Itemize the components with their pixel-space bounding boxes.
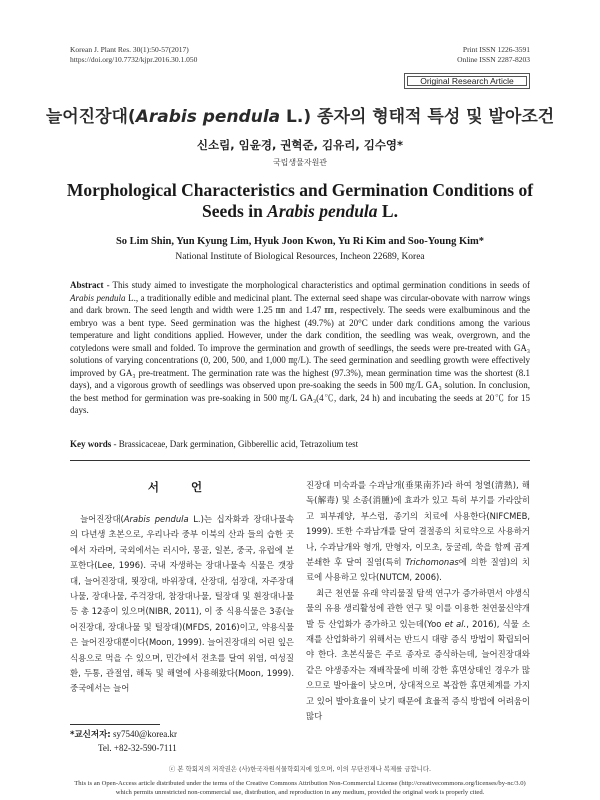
footnote-label: *교신저자:	[70, 730, 111, 740]
abstract-species: Arabis pendula	[70, 292, 126, 303]
print-issn: Print ISSN 1226-3591	[462, 45, 530, 54]
section-divider	[70, 460, 530, 461]
journal-citation: Korean J. Plant Res. 30(1):50-57(2017)	[70, 45, 189, 54]
author-email[interactable]: sy7540@korea.kr	[110, 729, 177, 739]
footnote-rule	[70, 724, 160, 725]
intro-heading: 서 언	[147, 480, 217, 494]
article-type-label: Original Research Article	[420, 76, 514, 86]
keywords: Key words - Brassicaceae, Dark germination, Gibberellic acid, Tetrazolium test	[70, 439, 359, 449]
korean-title: 늘어진장대(Arabis pendula L.) 종자의 형태적 특성 및 발아조건	[45, 107, 555, 127]
issn-header	[457, 45, 530, 65]
english-title-line1: Morphological Characteristics and Germination Conditions of	[66, 180, 534, 200]
english-title-line2: Seeds in Arabis pendula L.	[202, 201, 398, 221]
intro-left-column	[70, 512, 294, 697]
article-type-badge	[404, 73, 530, 89]
copyright-notice: ⓒ 본 학회지의 저작권은 (사)한국자원식물학회지에 있으며, 이의 무단전재나 복제를 금합니다.	[168, 765, 432, 773]
english-title-species: Arabis pendula	[267, 201, 378, 221]
license-line: which permits unrestricted non-commercial use, distribution, and reproduction in any medium, provided the original work is properly cited.	[115, 788, 485, 796]
keywords-label: Key words	[70, 439, 112, 449]
license-line: This is an Open-Access article distributed under the terms of the Creative Commons Attribution Non-Commercial License (http://creativecommons.org/licenses/by-nc/3.0)	[74, 780, 526, 787]
license-notice	[40, 780, 560, 797]
english-title	[0, 180, 600, 222]
korean-authors: 신소림, 임윤경, 권혁준, 김유리, 김수영*	[196, 138, 404, 152]
english-authors: So Lim Shin, Yun Kyung Lim, Hyuk Joon Kwon, Yu Ri Kim and Soo-Young Kim*	[115, 236, 485, 247]
doi-link[interactable]: https://doi.org/10.7732/kjpr.2016.30.1.050	[70, 55, 198, 64]
corresponding-author-footnote	[70, 728, 177, 755]
online-issn: Online ISSN 2287-8203	[457, 55, 530, 64]
intro-paragraph: 늘어진장대(Arabis pendula L.)는 십자화과 장대나물속의 다년생 초본으로, 우리나라 중부 이북의 산과 들의 습한 곳에서 자라며, 국외에서는 러시아, 몽골, 일본, 중국, 유럽에 분포한다(Lee, 1996). 국내 자생하는 장대나물속 식물은 갯장대, 늘어진장대, 묏장대, 바위장대, 산장대, 섬장대, 자주장대나물, 장대나물, 주걱장대, 참장대나물, 털장대 및 흰장대나물 등 총 12종이 있으며(NIBR, 2011), 이 중 식용식물은 3종(늘어진장대, 장대나물 및 털장대)(MFDS, 2016)이고, 약용식물은 늘어진장대뿐이다(Moon, 1999). 늘어진장대의 어린 잎은 식용으로 먹을 수 있으며, 민간에서 전초를 달여 위염, 여성질환, 두통, 관절염, 해독 및 해열에 사용해왔다(Moon, 1999). 중국에서는 늘어	[70, 514, 294, 694]
english-affiliation: National Institute of Biological Resources, Incheon 22689, Korea	[175, 252, 425, 262]
journal-header	[70, 45, 197, 65]
intro-paragraph: 최근 천연물 유래 약리물질 탐색 연구가 증가하면서 야생식물의 유용 생리활성에 관한 연구 및 이를 이용한 천연물신약개발 등 산업화가 증가하고 있는데(Yoo et al., 2016), 식물 소재를 산업화하기 위해서는 반드시 대량 증식 방법이 확립되어야 한다. 초본식물은 주로 종자로 증식하는데, 늘어진장대와 같은 야생종자는 재배작물에 비해 강한 휴면상태인 경우가 많으므로 발아율이 낮으며, 상대적으로 복잡한 휴면체계를 가지고 있어 발아효율이 낮기 때문에 효율적 증식 방법에 어려움이 많다	[306, 587, 530, 722]
abstract: Abstract - This study aimed to investigate the morphological characteristics and optimal germination conditions in seeds of Arabis pendula L., a traditionally edible and medicinal plant. The external seed shape was circular-obovate with narrow wings and dark brown. The seed length and width were 1.25 ㎜ and 1.47 ㎜, respectively. The seeds were exalbuminous and the embryo was a bent type. Seed germination was the highest (49.7%) at 20°C under dark conditions among the various temperature and light conditions applied. However, under the dark condition, the seedling was weak, overgrown, and the cotyledons were small and folded. To improve the germination and growth of seedlings, the seeds were pre-treated with GA₃ solutions of varying concentrations (0, 200, 500, and 1,000 ㎎/L). The seed germination and seedling growth were effectively improved by GA₃ pre-treatment. The germination rate was the highest (97.3%), mean germination time was the shortest (8.1 days), and a vigorous growth of seedlings was observed upon pre-soaking the seeds in 500 ㎎/L GA₃ solution. In conclusion, the best method for germination was pre-soaking in 500 ㎎/L GA₃(4℃, dark, 24 h) and incubating the seeds at 20℃ for 15 days.	[70, 280, 530, 416]
abstract-label: Abstract	[70, 280, 104, 290]
author-phone: Tel. +82-32-590-7111	[98, 743, 177, 753]
korean-title-species: Arabis pendula	[135, 107, 281, 127]
korean-affiliation: 국립생물자원관	[272, 158, 328, 167]
intro-right-column	[306, 478, 530, 725]
intro-paragraph: 진장대 미숙과를 수과남개(垂果南芥)라 하여 청열(淸熱), 해독(解毒) 및 소종(消腫)에 효과가 있고 특히 부기를 가라앉히고 피부궤양, 부스럼, 종기의 치료에 사용한다(NIFCMEB, 1999). 또한 수과남개를 달여 결절종의 치료약으로 사용하거나, 수과남개와 형개, 만형자, 이모초, 둥굴레, 쑥을 함께 곱게 분쇄한 후 달여 질염(특히 Trichomonas에 의한 질염)의 치료에 사용하고 있다(NUTCM, 2006).	[306, 480, 530, 583]
